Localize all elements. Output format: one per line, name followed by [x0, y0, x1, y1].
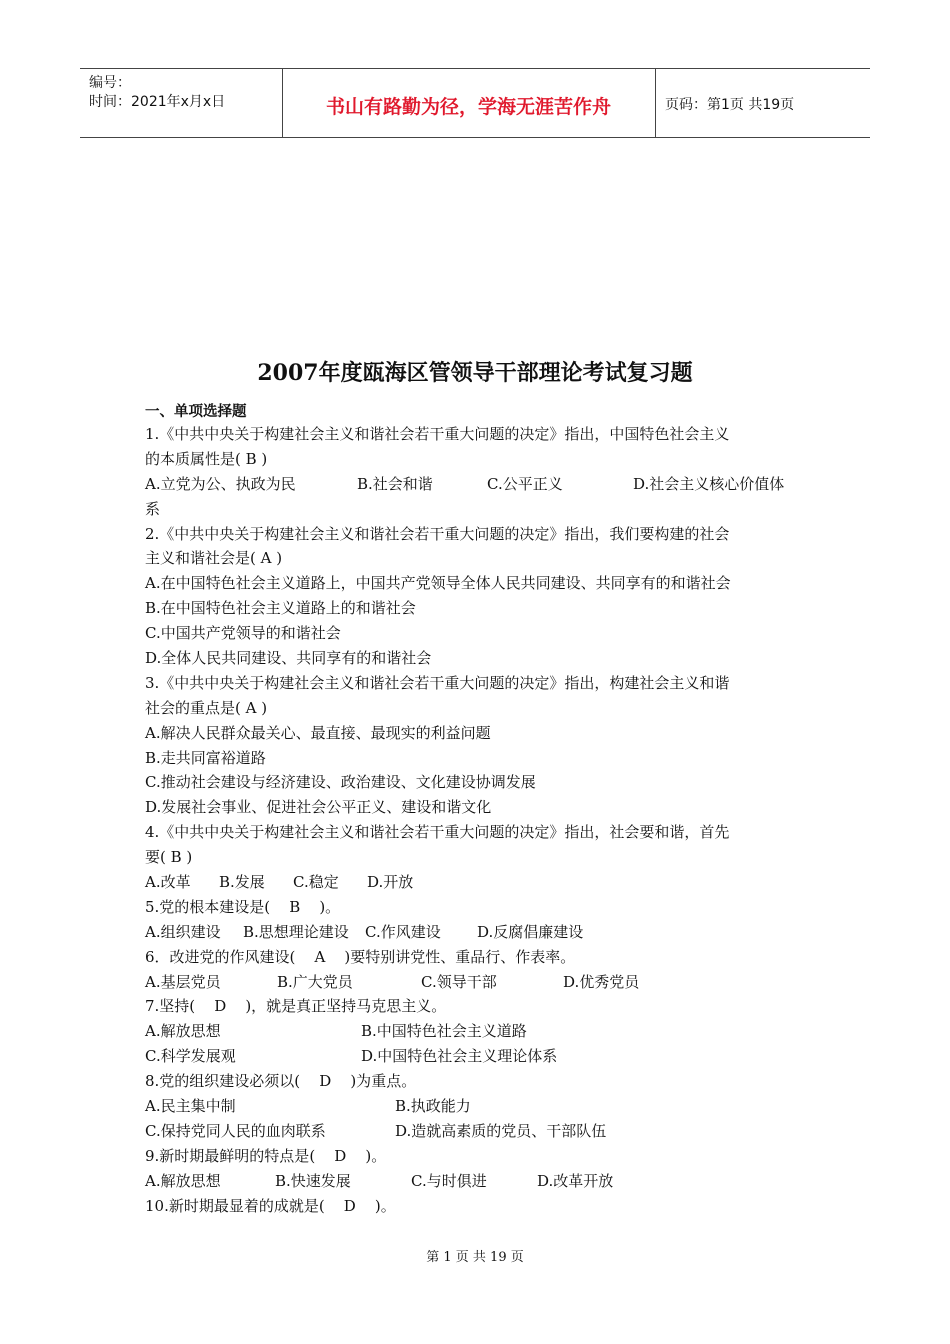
option-text: D.社会主义核心价值体 — [633, 474, 785, 493]
line-text: B.走共同富裕道路 — [145, 748, 266, 767]
option-text: C.保持党同人民的血肉联系 — [145, 1121, 326, 1140]
option-text: D.开放 — [367, 873, 414, 892]
option-text: C.领导干部 — [421, 972, 497, 991]
text-line — [145, 596, 815, 621]
option-text: A.改革 — [145, 873, 191, 892]
text-line — [145, 1019, 815, 1044]
text-line — [145, 845, 815, 870]
page-info: 页码：第1页 共19页 — [665, 97, 795, 113]
line-text: 主义和谐社会是( A ) — [145, 549, 283, 568]
text-line — [145, 621, 815, 646]
option-text: D.造就高素质的党员、干部队伍 — [395, 1121, 607, 1140]
option-text: B.广大党员 — [277, 972, 353, 991]
page-footer: 第 1 页 共 19 页 — [426, 1250, 524, 1265]
text-line — [145, 820, 815, 845]
line-text: 3.《中共中央关于构建社会主义和谐社会若干重大问题的决定》指出，构建社会主义和谐 — [145, 673, 730, 692]
text-line — [145, 870, 815, 895]
option-text: A.解放思想 — [145, 1171, 221, 1190]
line-text: 1.《中共中央关于构建社会主义和谐社会若干重大问题的决定》指出，中国特色社会主义 — [145, 425, 730, 443]
option-text: B.快速发展 — [275, 1171, 351, 1190]
text-line — [145, 646, 815, 671]
line-text: C.推动社会建设与经济建设、政治建设、文化建设协调发展 — [145, 773, 536, 792]
option-text: D.中国特色社会主义理论体系 — [361, 1047, 558, 1066]
line-text: 10.新时期最显着的成就是( D )。 — [145, 1196, 396, 1215]
line-text: 2.《中共中央关于构建社会主义和谐社会若干重大问题的决定》指出，我们要构建的社会 — [145, 524, 730, 543]
text-line — [145, 696, 815, 721]
text-line — [145, 422, 815, 447]
line-text: 要( B ) — [145, 848, 193, 867]
text-line — [145, 671, 815, 696]
text-line — [145, 1069, 815, 1094]
line-text: 8.党的组织建设必须以( D )为重点。 — [145, 1072, 417, 1091]
text-line — [145, 994, 815, 1019]
text-line — [145, 472, 815, 497]
text-line — [145, 497, 815, 522]
text-line — [145, 895, 815, 920]
option-text: B.执政能力 — [395, 1097, 471, 1116]
line-text: 6．改进党的作风建设( A )要特别讲党性、重品行、作表率。 — [145, 947, 576, 966]
text-line — [145, 770, 815, 795]
text-line — [145, 571, 815, 596]
option-text: C.与时俱进 — [411, 1171, 487, 1190]
text-line — [145, 1119, 815, 1144]
option-text: A.组织建设 — [145, 922, 221, 941]
text-line — [145, 721, 815, 746]
text-line — [145, 522, 815, 547]
line-text: A.解决人民群众最关心、最直接、最现实的利益问题 — [145, 723, 491, 742]
option-text: D.反腐倡廉建设 — [477, 922, 584, 941]
line-text: 社会的重点是( A ) — [145, 698, 268, 717]
option-text: B.思想理论建设 — [243, 922, 349, 941]
option-text: C.作风建设 — [365, 922, 441, 941]
question-body — [145, 422, 815, 1219]
header-table — [80, 68, 870, 138]
option-text: B.社会和谐 — [357, 474, 433, 493]
line-text: D.发展社会事业、促进社会公平正义、建设和谐文化 — [145, 798, 492, 817]
line-text: 9.新时期最鲜明的特点是( D )。 — [145, 1146, 387, 1165]
line-text: A.在中国特色社会主义道路上，中国共产党领导全体人民共同建设、共同享有的和谐社会 — [145, 574, 731, 593]
line-text: 的本质属性是( B ) — [145, 449, 268, 468]
header-info-cell — [80, 69, 283, 137]
line-text: 5.党的根本建设是( B )。 — [145, 897, 341, 916]
option-text: D.改革开放 — [537, 1171, 614, 1190]
line-text: B.在中国特色社会主义道路上的和谐社会 — [145, 599, 416, 618]
text-line — [145, 546, 815, 571]
text-line — [145, 970, 815, 995]
line-text: 系 — [145, 499, 161, 518]
option-text: B.发展 — [219, 873, 265, 892]
text-line — [145, 945, 815, 970]
time-label: 时间：2021年x月x日 — [89, 94, 226, 110]
text-line — [145, 746, 815, 771]
section-heading: 一、单项选择题 — [145, 404, 247, 420]
option-text: A.解放思想 — [145, 1022, 221, 1041]
header-motto-cell — [282, 69, 656, 137]
line-text: D.全体人民共同建设、共同享有的和谐社会 — [145, 649, 432, 668]
option-text: D.优秀党员 — [563, 972, 640, 991]
option-text: C.公平正义 — [487, 474, 563, 493]
option-text: A.立党为公、执政为民 — [145, 474, 296, 493]
text-line — [145, 1144, 815, 1169]
option-text: C.稳定 — [293, 873, 339, 892]
text-line — [145, 1094, 815, 1119]
line-text: C.中国共产党领导的和谐社会 — [145, 624, 341, 643]
motto-text: 书山有路勤为径，学海无涯苦作舟 — [325, 96, 611, 118]
document-title: 2007年度瓯海区管领导干部理论考试复习题 — [257, 360, 693, 386]
text-line — [145, 1044, 815, 1069]
option-text: A.基层党员 — [145, 972, 221, 991]
line-text: 4.《中共中央关于构建社会主义和谐社会若干重大问题的决定》指出，社会要和谐，首先 — [145, 823, 730, 842]
number-label: 编号： — [89, 75, 131, 91]
text-line — [145, 1194, 815, 1219]
option-text: A.民主集中制 — [145, 1097, 236, 1116]
text-line — [145, 447, 815, 472]
option-text: B.中国特色社会主义道路 — [361, 1022, 527, 1041]
header-page-cell — [655, 69, 870, 137]
text-line — [145, 1169, 815, 1194]
text-line — [145, 795, 815, 820]
option-text: C.科学发展观 — [145, 1047, 236, 1066]
line-text: 7.坚持( D )，就是真正坚持马克思主义。 — [145, 997, 447, 1016]
text-line — [145, 920, 815, 945]
